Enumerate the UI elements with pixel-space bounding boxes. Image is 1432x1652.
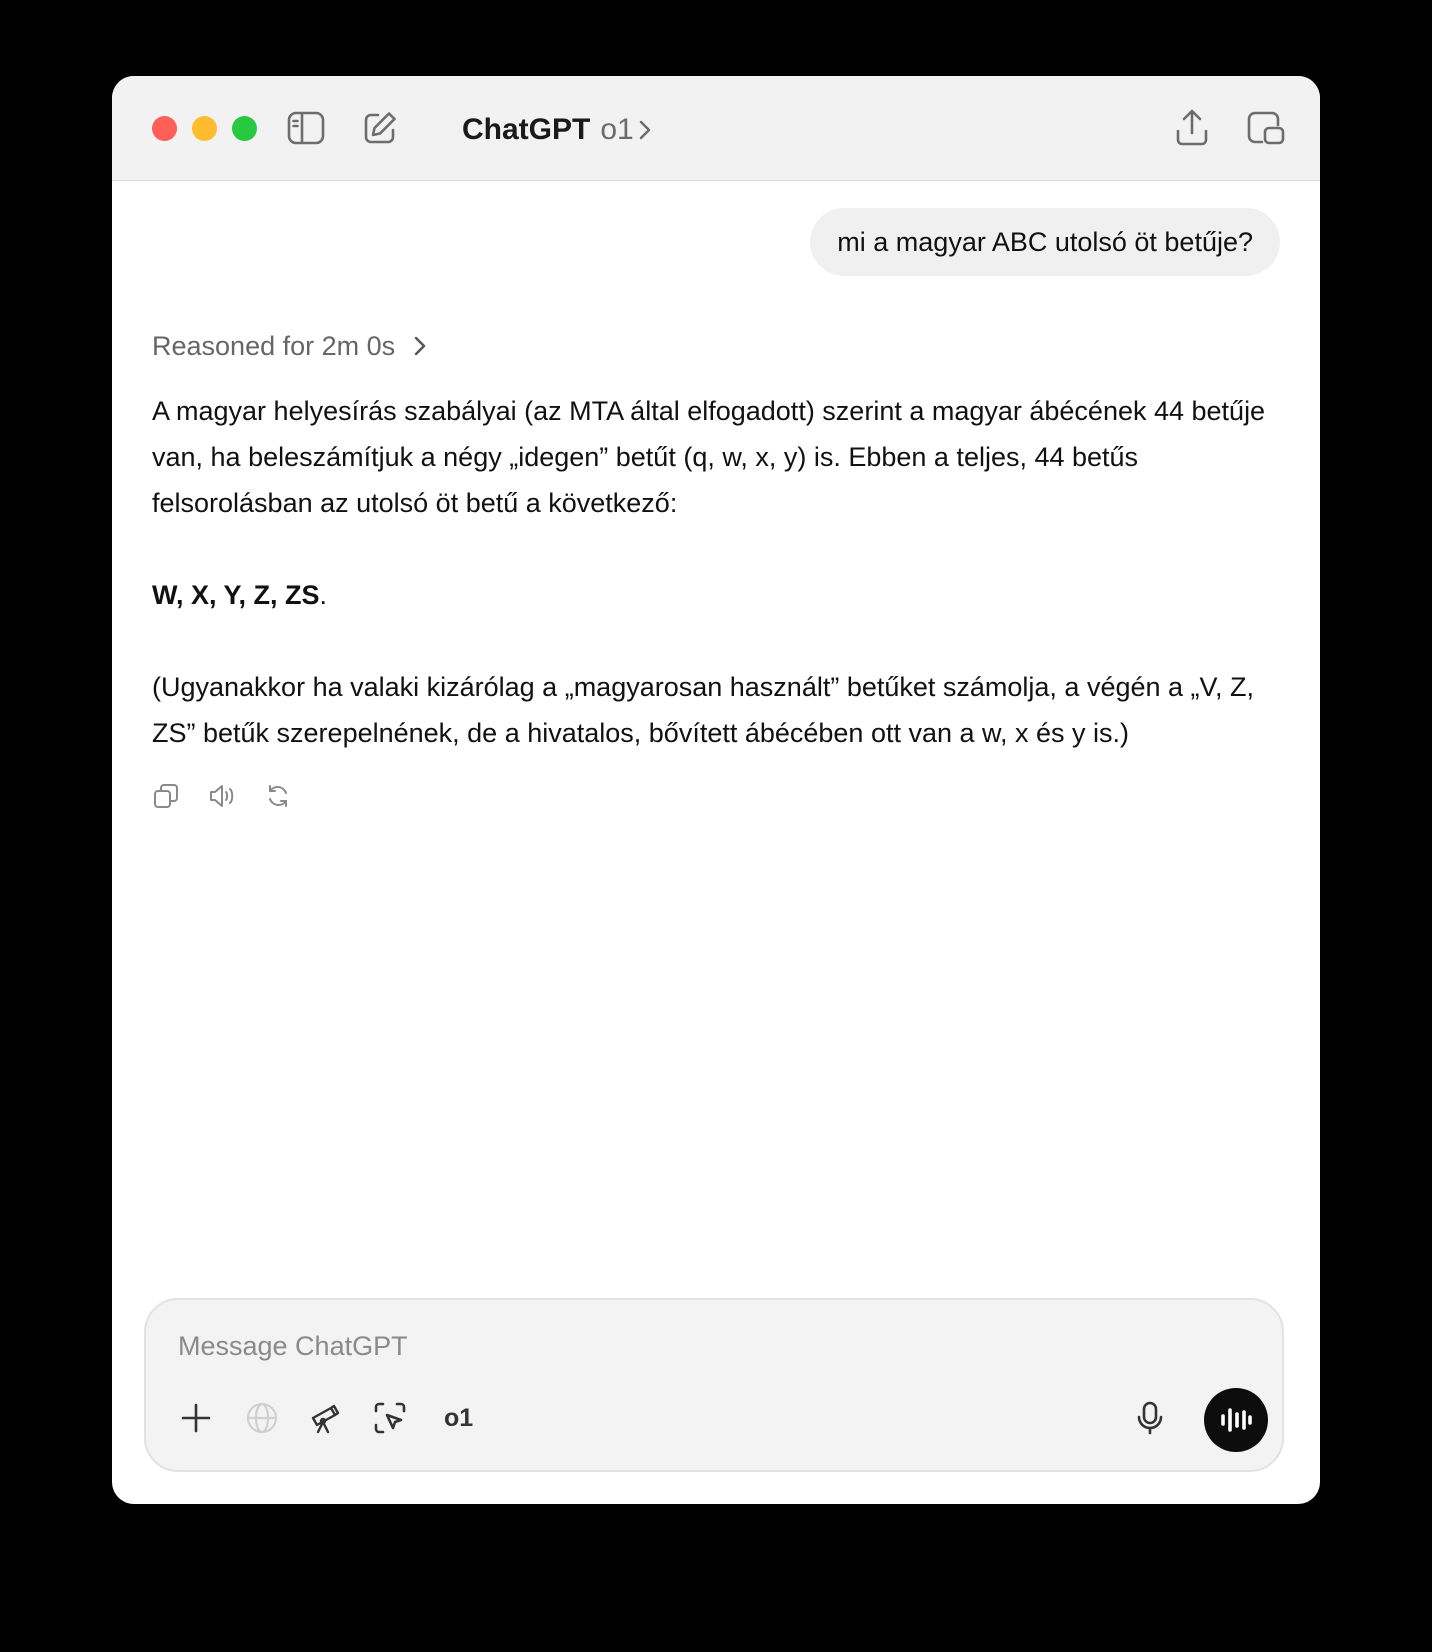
telescope-icon	[309, 1401, 343, 1435]
share-icon	[1174, 109, 1210, 147]
message-input[interactable]	[176, 1320, 1240, 1372]
toggle-sidebar-button[interactable]	[286, 108, 326, 148]
answer-letters-bold: W, X, Y, Z, ZS	[152, 580, 320, 610]
maximize-window-button[interactable]	[232, 116, 257, 141]
plus-icon	[180, 1402, 212, 1434]
dictation-button[interactable]	[1130, 1398, 1170, 1438]
attach-button[interactable]	[176, 1398, 216, 1438]
chevron-right-icon	[638, 119, 652, 141]
window-icon	[1246, 110, 1286, 146]
user-message: mi a magyar ABC utolsó öt betűje?	[810, 208, 1280, 276]
message-composer	[144, 1298, 1284, 1472]
chevron-right-icon	[413, 335, 427, 357]
answer-paragraph: A magyar helyesírás szabályai (az MTA által elfogadott) szerint a magyar ábécének 44 betűje van, ha beleszámítjuk a négy „idegen” betűt (q, w, x, y) is. Ebben a teljes, 44 betűs felsorolásban az utolsó öt betű a következő:	[152, 396, 1266, 518]
assistant-message	[152, 388, 1292, 756]
answer-letters	[152, 572, 1292, 618]
microphone-icon	[1136, 1400, 1164, 1436]
new-window-button[interactable]	[1246, 108, 1286, 148]
cursor-select-icon	[372, 1400, 408, 1436]
model-name: o1	[600, 113, 634, 146]
tools-button[interactable]	[306, 1398, 346, 1438]
message-actions	[152, 782, 292, 810]
title-bar	[112, 76, 1320, 181]
share-button[interactable]	[1172, 108, 1212, 148]
model-selector[interactable]	[462, 110, 652, 150]
reasoning-label: Reasoned for 2m 0s	[152, 330, 396, 361]
model-tag[interactable]: o1	[444, 1403, 474, 1432]
web-search-button[interactable]	[242, 1398, 282, 1438]
answer-letters-suffix: .	[319, 580, 328, 610]
copy-icon	[153, 783, 179, 809]
read-aloud-button[interactable]	[208, 782, 236, 810]
close-window-button[interactable]	[152, 116, 177, 141]
screen-select-button[interactable]	[370, 1398, 410, 1438]
voice-waveform-icon	[1219, 1405, 1253, 1435]
app-title: ChatGPT	[462, 113, 591, 146]
minimize-window-button[interactable]	[192, 116, 217, 141]
compose-icon	[362, 110, 398, 146]
new-chat-button[interactable]	[360, 108, 400, 148]
voice-mode-button[interactable]	[1204, 1388, 1268, 1452]
refresh-icon	[265, 783, 291, 809]
reasoning-toggle[interactable]	[152, 326, 427, 366]
regenerate-button[interactable]	[264, 782, 292, 810]
chatgpt-window	[112, 76, 1320, 1504]
globe-icon	[245, 1401, 279, 1435]
copy-button[interactable]	[152, 782, 180, 810]
speaker-icon	[208, 783, 236, 809]
answer-paragraph: (Ugyanakkor ha valaki kizárólag a „magyarosan használt” betűket számolja, a végén a „V, Z, ZS” betűk szerepelnének, de a hivatalos, bővített ábécében ott van a w, x és y is.)	[152, 672, 1255, 748]
sidebar-icon	[287, 111, 325, 145]
